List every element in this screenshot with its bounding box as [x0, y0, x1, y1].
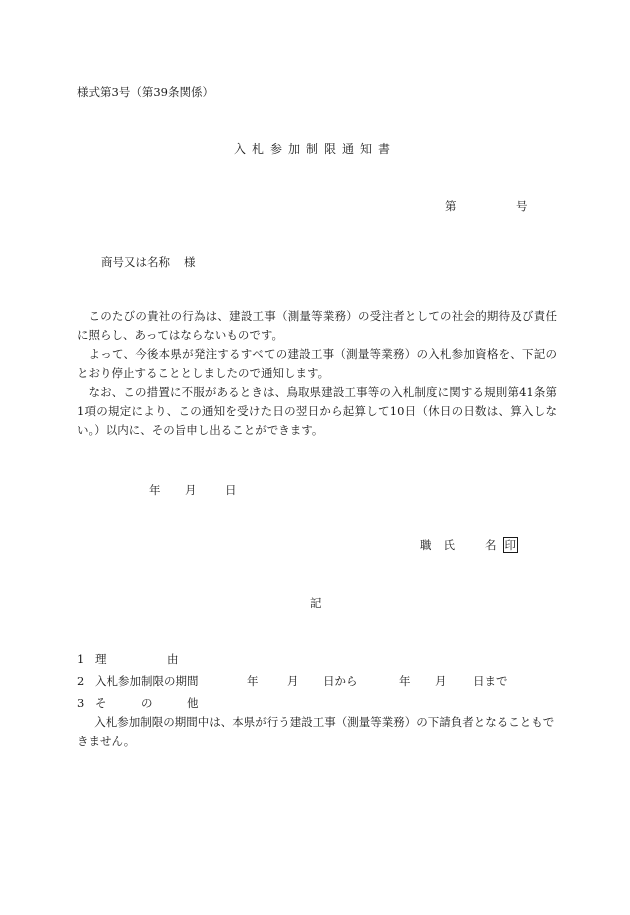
form-number: 様式第3号（第39条関係）: [77, 85, 214, 99]
item-2-number: 2: [77, 674, 85, 688]
item-1-label-b: 由: [167, 652, 179, 666]
addressee-honorific: 様: [184, 255, 196, 269]
period-from-day: 日から: [323, 674, 358, 688]
doc-number-suffix: 号: [516, 199, 528, 213]
officer-title-a: 職: [420, 538, 432, 552]
body-paragraph-2: よって、今後本県が発注するすべての建設工事（測量等業務）の入札参加資格を、下記のとおり停止することとしましたので通知します。: [77, 347, 557, 380]
date-month: 月: [185, 483, 197, 497]
body-text: [77, 307, 557, 440]
date-year: 年: [149, 483, 161, 497]
addressee-name: 商号又は名称: [101, 255, 170, 269]
addressee: [101, 254, 196, 270]
item-2-label: 入札参加制限の期間: [95, 674, 199, 688]
item-3-label-a: そ: [95, 696, 107, 710]
item-1-number: 1: [77, 652, 85, 666]
body-paragraph-3: なお、この措置に不服があるときは、鳥取県建設工事等の入札制度に関する規則第41条第1項の規定により、この通知を受けた日の翌日から起算して10日（休日の日数は、算入しない。）以内に、その旨申し出ることができます。: [77, 385, 557, 437]
issue-date: [149, 482, 237, 498]
body-paragraph-1: このたびの貴社の行為は、建設工事（測量等業務）の受注者としての社会的期待及び責任に照らし、あってはならないものです。: [77, 309, 557, 342]
item-1-label-a: 理: [95, 652, 107, 666]
officer-name: 名: [485, 538, 497, 552]
note-paragraph: 入札参加制限の期間中は、本県が行う建設工事（測量等業務）の下請負者となることもできません。: [77, 715, 555, 748]
item-3-number: 3: [77, 696, 85, 710]
issuing-officer: [420, 537, 518, 553]
period-to-day: 日まで: [473, 674, 508, 688]
ki-heading: 記: [310, 596, 322, 610]
item-other: [77, 695, 199, 711]
item-period: [77, 673, 508, 689]
seal-mark: 印: [504, 538, 516, 552]
item-3-label-b: の: [141, 696, 153, 710]
date-day: 日: [225, 483, 237, 497]
item-3-label-c: 他: [187, 696, 199, 710]
period-from-month: 月: [287, 674, 299, 688]
doc-number-prefix: 第: [445, 199, 457, 213]
period-to-month: 月: [435, 674, 447, 688]
document-title: 入札参加制限通知書: [233, 142, 396, 156]
item-reason: [77, 651, 179, 667]
note-text: [77, 713, 559, 751]
period-from-year: 年: [247, 674, 259, 688]
officer-title-b: 氏: [443, 538, 455, 552]
period-to-year: 年: [399, 674, 411, 688]
